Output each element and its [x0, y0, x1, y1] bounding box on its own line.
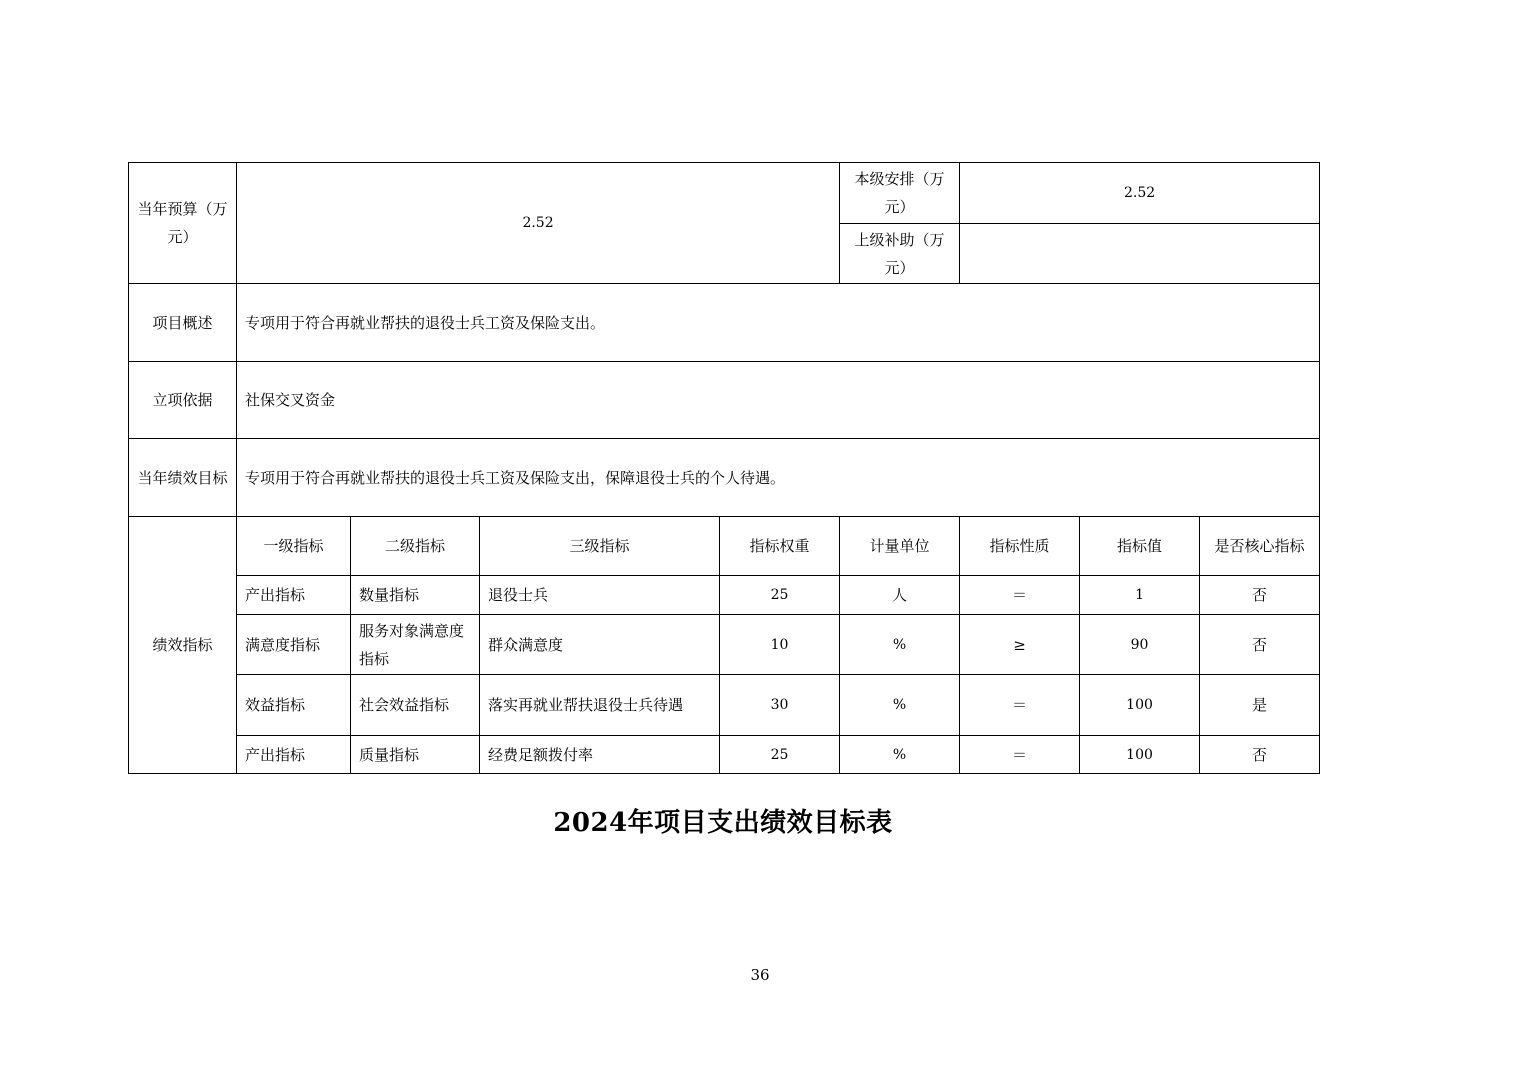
- goal-text: 专项用于符合再就业帮扶的退役士兵工资及保险支出，保障退役士兵的个人待遇。: [237, 439, 1320, 517]
- table-row: [129, 615, 1320, 675]
- row-nature: ≥: [960, 615, 1080, 675]
- row-nature: ＝: [960, 576, 1080, 615]
- document-title: 2024年项目支出绩效目标表: [553, 808, 893, 838]
- header-nature: 指标性质: [960, 517, 1080, 576]
- row-level2: 社会效益指标: [351, 675, 480, 736]
- header-level1: 一级指标: [237, 517, 351, 576]
- performance-target-table: [128, 162, 1320, 774]
- row-weight: 25: [720, 576, 840, 615]
- row-value: 90: [1080, 615, 1200, 675]
- row-core: 是: [1200, 675, 1320, 736]
- indicators-label: 绩效指标: [129, 517, 237, 774]
- row-level2: 服务对象满意度指标: [351, 615, 480, 675]
- row-value: 100: [1080, 675, 1200, 736]
- row-level1: 产出指标: [237, 576, 351, 615]
- header-core: 是否核心指标: [1200, 517, 1320, 576]
- page-number: 36: [750, 966, 770, 984]
- row-unit: 人: [840, 576, 960, 615]
- row-level1: 满意度指标: [237, 615, 351, 675]
- local-budget-label: 本级安排（万元）: [840, 163, 960, 224]
- row-level3: 落实再就业帮扶退役士兵待遇: [480, 675, 720, 736]
- row-value: 100: [1080, 736, 1200, 774]
- row-level2: 数量指标: [351, 576, 480, 615]
- basis-label: 立项依据: [129, 362, 237, 439]
- table-row: [129, 675, 1320, 736]
- row-level2: 质量指标: [351, 736, 480, 774]
- row-level3: 经费足额拨付率: [480, 736, 720, 774]
- row-unit: %: [840, 615, 960, 675]
- row-core: 否: [1200, 615, 1320, 675]
- header-level3: 三级指标: [480, 517, 720, 576]
- row-value: 1: [1080, 576, 1200, 615]
- row-unit: %: [840, 736, 960, 774]
- row-core: 否: [1200, 736, 1320, 774]
- header-weight: 指标权重: [720, 517, 840, 576]
- table-row: [129, 736, 1320, 774]
- row-weight: 30: [720, 675, 840, 736]
- local-budget-value: 2.52: [960, 163, 1320, 224]
- row-weight: 25: [720, 736, 840, 774]
- overview-label: 项目概述: [129, 284, 237, 362]
- row-level1: 产出指标: [237, 736, 351, 774]
- budget-label: 当年预算（万元）: [129, 163, 237, 284]
- header-level2: 二级指标: [351, 517, 480, 576]
- basis-text: 社保交叉资金: [237, 362, 1320, 439]
- superior-budget-value: [960, 224, 1320, 284]
- row-core: 否: [1200, 576, 1320, 615]
- row-nature: ＝: [960, 675, 1080, 736]
- row-unit: %: [840, 675, 960, 736]
- goal-label: 当年绩效目标: [129, 439, 237, 517]
- header-unit: 计量单位: [840, 517, 960, 576]
- table-row: [129, 576, 1320, 615]
- row-level1: 效益指标: [237, 675, 351, 736]
- row-level3: 退役士兵: [480, 576, 720, 615]
- overview-text: 专项用于符合再就业帮扶的退役士兵工资及保险支出。: [237, 284, 1320, 362]
- row-weight: 10: [720, 615, 840, 675]
- budget-value: 2.52: [237, 163, 840, 284]
- row-level3: 群众满意度: [480, 615, 720, 675]
- header-value: 指标值: [1080, 517, 1200, 576]
- row-nature: ＝: [960, 736, 1080, 774]
- superior-budget-label: 上级补助（万元）: [840, 224, 960, 284]
